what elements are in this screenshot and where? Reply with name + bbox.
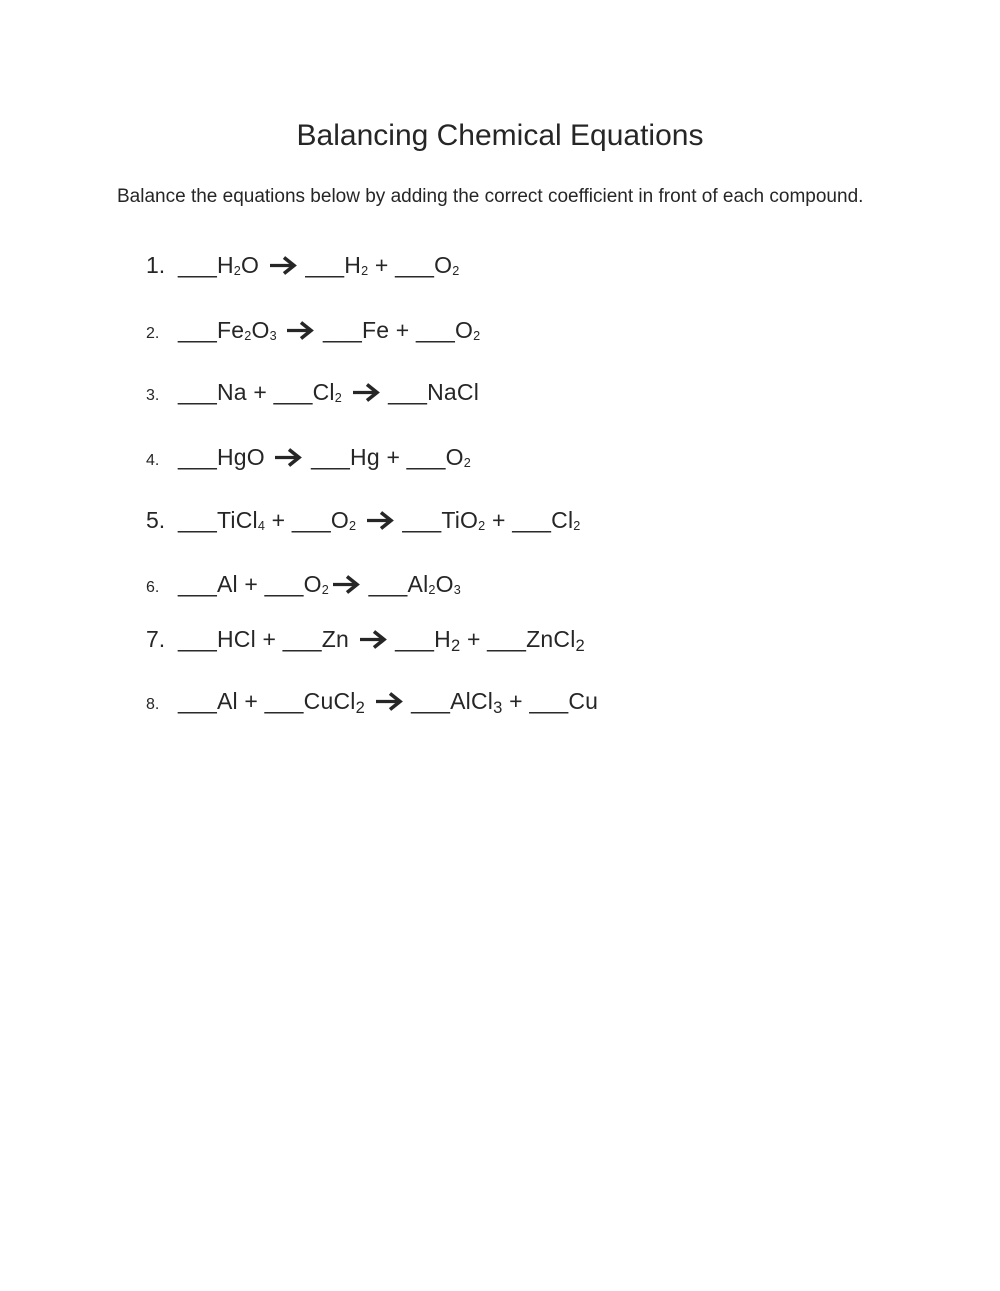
equation-item <box>146 316 1000 344</box>
formula-text <box>356 507 363 533</box>
formula-text: O <box>330 507 349 533</box>
answer-blank[interactable]: ___ <box>388 379 428 405</box>
answer-blank[interactable]: ___ <box>178 626 217 652</box>
formula-subscript: 2 <box>452 264 460 279</box>
right-arrow-icon <box>268 255 297 276</box>
equation-item <box>146 251 1000 279</box>
equation <box>178 570 461 602</box>
formula-text: Na + <box>216 379 274 405</box>
equation <box>178 316 480 348</box>
equation-item <box>146 506 1000 534</box>
formula-text: O <box>445 444 464 470</box>
answer-blank[interactable]: ___ <box>273 379 313 405</box>
formula-text: + <box>460 626 488 652</box>
formula-text: CuCl <box>303 688 356 714</box>
item-number: 8. <box>146 696 160 713</box>
answer-blank[interactable]: ___ <box>512 507 552 533</box>
formula-subscript: 2 <box>463 456 471 471</box>
formula-text: O <box>435 571 454 597</box>
right-arrow-icon <box>285 320 314 341</box>
equation <box>178 443 471 475</box>
right-arrow-icon <box>273 447 302 468</box>
formula-text: Al + <box>216 688 265 714</box>
answer-blank[interactable]: ___ <box>178 507 217 533</box>
formula-text: Hg + <box>350 444 407 470</box>
formula-text: HgO <box>216 444 272 470</box>
formula-subscript: 3 <box>453 583 461 598</box>
item-number: 1. <box>146 252 166 278</box>
right-arrow-icon <box>374 691 403 712</box>
answer-blank[interactable]: ___ <box>264 688 304 714</box>
instructions-text: Balance the equations below by adding the correct coefficient in front of each compound. <box>117 186 864 207</box>
formula-text: O <box>241 252 266 278</box>
formula-subscript: 2 <box>334 391 342 406</box>
answer-blank[interactable]: ___ <box>406 444 446 470</box>
equation <box>178 251 459 283</box>
worksheet-title: Balancing Chemical Equations <box>296 119 704 152</box>
formula-text <box>342 379 349 405</box>
formula-text: + <box>502 688 530 714</box>
equation-item <box>146 625 1000 653</box>
formula-text: Cu <box>568 688 599 714</box>
formula-text <box>362 571 369 597</box>
formula-text: Cl <box>312 379 335 405</box>
equation <box>178 506 581 538</box>
answer-blank[interactable]: ___ <box>178 571 217 597</box>
answer-blank[interactable]: ___ <box>305 252 345 278</box>
formula-subscript: 2 <box>244 329 252 344</box>
formula-text: + <box>265 507 292 533</box>
formula-subscript: 2 <box>450 635 461 655</box>
formula-text: Fe <box>216 317 245 343</box>
answer-blank[interactable]: ___ <box>368 571 408 597</box>
answer-blank[interactable]: ___ <box>291 507 331 533</box>
formula-text: O <box>434 252 453 278</box>
answer-blank[interactable]: ___ <box>395 252 435 278</box>
item-number: 2. <box>146 325 160 342</box>
right-arrow-icon <box>351 382 380 403</box>
equation-item <box>146 570 1000 598</box>
formula-text: NaCl <box>427 379 480 405</box>
formula-text: Cl <box>551 507 574 533</box>
formula-subscript: 2 <box>575 635 585 655</box>
formula-text: TiO <box>441 507 479 533</box>
answer-blank[interactable]: ___ <box>411 688 451 714</box>
equation <box>178 687 598 718</box>
formula-text: Al + <box>216 571 265 597</box>
formula-subscript: 2 <box>321 583 329 598</box>
formula-subscript: 2 <box>573 519 581 534</box>
right-arrow-icon <box>331 574 360 595</box>
formula-text: Al <box>407 571 429 597</box>
formula-text: H <box>344 252 362 278</box>
formula-text: Zn <box>321 626 356 652</box>
formula-subscript: 2 <box>233 264 242 279</box>
formula-text: Fe + <box>361 317 417 343</box>
item-number: 5. <box>146 507 166 533</box>
formula-subscript: 4 <box>257 519 266 534</box>
formula-text: AlCl <box>450 688 494 714</box>
answer-blank[interactable]: ___ <box>264 571 304 597</box>
item-number: 4. <box>146 452 160 469</box>
formula-text: ZnCl <box>526 626 576 652</box>
right-arrow-icon <box>365 510 394 531</box>
formula-text: H <box>216 252 234 278</box>
equation-item <box>146 443 1000 471</box>
formula-text: + <box>485 507 513 533</box>
answer-blank[interactable]: ___ <box>416 317 456 343</box>
answer-blank[interactable]: ___ <box>395 626 435 652</box>
equation <box>178 625 585 656</box>
answer-blank[interactable]: ___ <box>282 626 322 652</box>
formula-subscript: 3 <box>493 697 503 717</box>
answer-blank[interactable]: ___ <box>178 688 217 714</box>
formula-text: + <box>368 252 396 278</box>
formula-text: O <box>251 317 270 343</box>
formula-text: H <box>434 626 451 652</box>
formula-text <box>316 317 323 343</box>
formula-subscript: 2 <box>428 583 436 598</box>
equation <box>178 378 479 410</box>
equation-list <box>146 251 1000 715</box>
equation-item <box>146 687 1000 715</box>
item-number: 6. <box>146 579 160 596</box>
formula-text: O <box>303 571 322 597</box>
formula-text: O <box>455 317 474 343</box>
formula-text: TiCl <box>216 507 258 533</box>
right-arrow-icon <box>358 629 387 650</box>
answer-blank[interactable]: ___ <box>178 444 217 470</box>
formula-text <box>365 688 372 714</box>
item-number: 3. <box>146 387 160 404</box>
answer-blank[interactable]: ___ <box>178 379 217 405</box>
answer-blank[interactable]: ___ <box>529 688 569 714</box>
formula-subscript: 2 <box>473 329 481 344</box>
formula-text: HCl + <box>216 626 283 652</box>
formula-subscript: 2 <box>478 519 486 534</box>
formula-subscript: 2 <box>355 697 365 717</box>
item-number: 7. <box>146 626 166 652</box>
equation-item <box>146 378 1000 406</box>
answer-blank[interactable]: ___ <box>322 317 362 343</box>
answer-blank[interactable]: ___ <box>178 317 217 343</box>
formula-subscript: 2 <box>361 264 369 279</box>
formula-subscript: 3 <box>269 329 277 344</box>
answer-blank[interactable]: ___ <box>178 252 217 278</box>
answer-blank[interactable]: ___ <box>402 507 442 533</box>
formula-subscript: 2 <box>348 519 357 534</box>
answer-blank[interactable]: ___ <box>311 444 351 470</box>
formula-text <box>277 317 284 343</box>
answer-blank[interactable]: ___ <box>487 626 527 652</box>
